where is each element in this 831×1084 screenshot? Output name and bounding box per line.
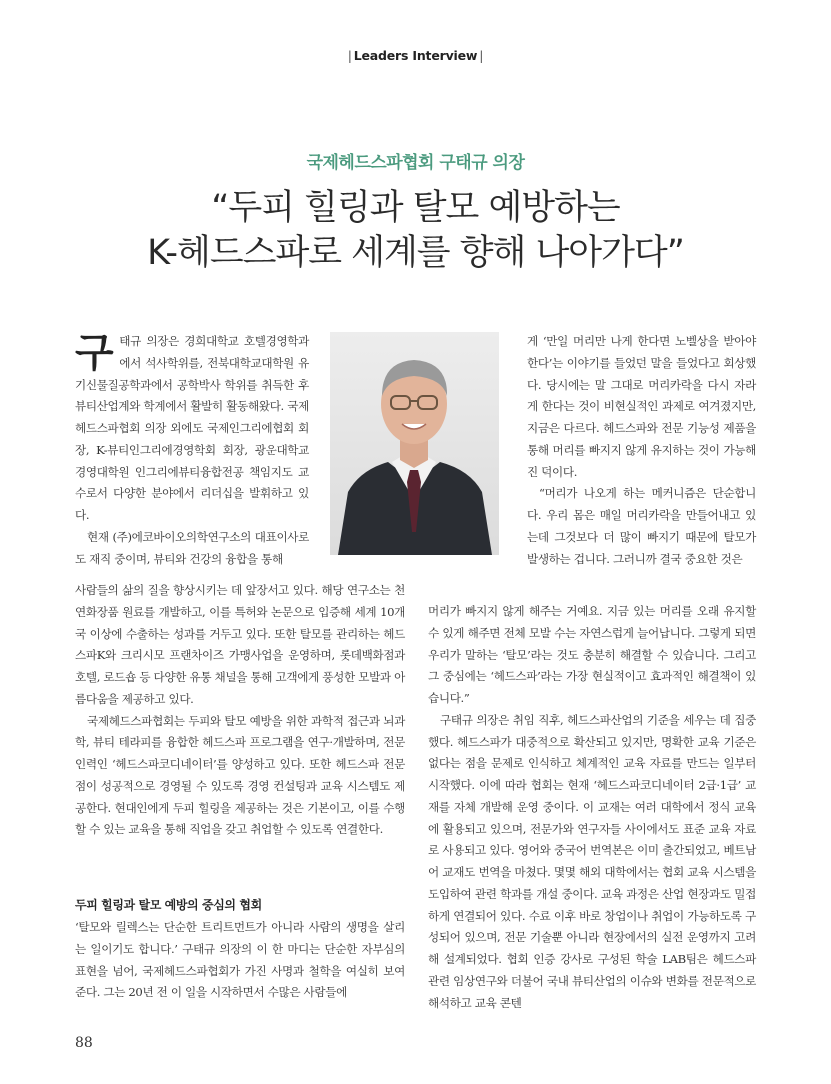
right-paragraph-2-continued: 머리가 빠지지 않게 해주는 거예요. 지금 있는 머리를 오래 유지할 수 있게 해주면 전체 모발 수는 자연스럽게 늘어납니다. 그렇게 되면 우리가 말하는 ‘탈모’라는 것도 충분히 해결할 수 있습니다. 그리고 그 중심에는 ‘헤드스파’라는 가장 현실적이고 효과적인 해결책이 있습니다.” <box>428 604 756 705</box>
left-bottom-paragraph: ‘탈모와 릴렉스는 단순한 트리트먼트가 아니라 사람의 생명을 살리는 일이기도 합니다.’ 구태규 의장의 이 한 마디는 단순한 자부심의 표현을 넘어, 국제헤드스파협회가 가진 사명과 철학을 여실히 보여준다. 그는 20년 전 이 일을 시작하면서 수많은 사람들에 <box>75 920 405 1000</box>
section-label-text: Leaders Interview <box>353 48 478 63</box>
article-headline <box>0 186 831 276</box>
left-wide-column <box>75 580 405 841</box>
headline-line-1: “두피 힐링과 탈모 예방하는 <box>211 188 620 228</box>
article-subtitle: 국제헤드스파협회 구태규 의장 <box>306 153 525 173</box>
right-paragraph-3: 구태규 의장은 취임 직후, 헤드스파산업의 기준을 세우는 데 집중했다. 헤드스파가 대중적으로 확산되고 있지만, 명확한 교육 기준은 없다는 점을 문제로 인식하고 체계적인 교육 자료를 만드는 일부터 시작했다. 이에 따라 협회는 현재 ‘헤드스파코디네이터 2급·1급’ 교재를 자체 개발해 운영 중이다. 이 교재는 여러 대학에서 정식 교육에 활용되고 있으며, 전문가와 연구자들 사이에서도 표준 교육 자료로 사용되고 있다. 영어와 중국어 번역본은 이미 출간되었고, 베트남어 교재도 번역을 마쳤다. 몇몇 해외 대학에서는 협회 교육 시스템을 도입하여 관련 학과를 개설 중이다. 교육 과정은 산업 현장과도 밀접하게 연결되어 있다. 수료 이후 바로 창업이나 취업이 가능하도록 구성되어 있으며, 전문 기술뿐 아니라 현장에서의 실전 운영까지 고려해 설계되었다. 협회 인증 강사로 구성된 학술 LAB팀은 헤드스파 관련 임상연구와 더불어 국내 뷰티산업의 이슈와 변화를 전문적으로 해석하고 교육 콘텐 <box>428 712 756 1010</box>
right-paragraph-1: 게 ‘만일 머리만 나게 한다면 노벨상을 받아야 한다’는 이야기를 들었던 말을 들었다고 회상했다. 당시에는 말 그대로 머리카락을 다시 자라게 한다는 것이 비현실적인 과제로 여겨졌지만, 지금은 다르다. 헤드스파와 전문 기능성 제품을 통해 머리를 빠지지 않게 유지하는 것이 가능해 진 덕이다. <box>527 334 756 479</box>
dropcap: 구 <box>75 330 114 376</box>
right-paragraph-2: “머리가 나오게 하는 메커니즘은 단순합니다. 우리 몸은 매일 머리카락을 만들어내고 있는데 그것보다 더 많이 빠지기 때문에 탈모가 발생하는 겁니다. 그러니까 결국 중요한 것은 <box>527 486 756 566</box>
page-number: 88 <box>75 1035 93 1051</box>
wide-paragraph-1: 사람들의 삶의 질을 향상시키는 데 앞장서고 있다. 해당 연구소는 천연화장품 원료를 개발하고, 이를 특허와 논문으로 입증해 세계 10개국 이상에 수출하는 성과를 거두고 있다. 또한 탈모를 관리하는 헤드스파K와 크리시모 프랜차이즈 가맹사업을 운영하며, 롯데백화점과 호텔, 로드숍 등 다양한 유통 채널을 통해 고객에게 풍성한 모발과 아름다움을 제공하고 있다. <box>75 583 405 706</box>
section-subhead: 두피 힐링과 탈모 예방의 중심의 협회 <box>75 898 262 912</box>
left-bottom-column <box>75 917 405 1004</box>
right-wide-column <box>428 601 756 1014</box>
portrait-illustration <box>330 332 499 555</box>
left-column-paragraph-2: 현재 (주)에코바이오의학연구소의 대표이사로도 재직 중이며, 뷰티와 건강의 융합을 통해 <box>75 529 309 566</box>
section-label: | Leaders Interview | <box>347 48 484 63</box>
portrait-photo <box>330 332 499 555</box>
headline-line-2: K-헤드스파로 세계를 향해 나아가다” <box>147 233 684 273</box>
left-column <box>75 331 309 570</box>
wide-paragraph-2: 국제헤드스파협회는 두피와 탈모 예방을 위한 과학적 접근과 뇌과학, 뷰티 테라피를 융합한 헤드스파 프로그램을 연구·개발하며, 전문 인력인 ‘헤드스파코디네이터’를 양성하고 있다. 또한 헤드스파 전문점이 성공적으로 경영될 수 있도록 경영 컨설팅과 교육 시스템도 제공한다. 현대인에게 두피 힐링을 제공하는 것은 기본이고, 이를 수행할 수 있는 교육을 통해 직업을 갖고 취업할 수 있도록 연결한다. <box>75 713 405 837</box>
right-column <box>527 331 756 570</box>
left-column-paragraph-1: 구태규 의장은 경희대학교 호텔경영학과에서 석사학위를, 전북대학교대학원 유기신물질공학과에서 공학박사 학위를 취득한 후 뷰티산업계와 학계에서 활발히 활동해왔다. 국제헤드스파협회 의장 외에도 국제인그리에협회 회장, K-뷰티인그리에경영학회 회장, 광운대학교 경영대학원 인그리에뷰티융합전공 책임지도 교수로서 다양한 분야에서 리더십을 발휘하고 있다. <box>75 330 309 522</box>
